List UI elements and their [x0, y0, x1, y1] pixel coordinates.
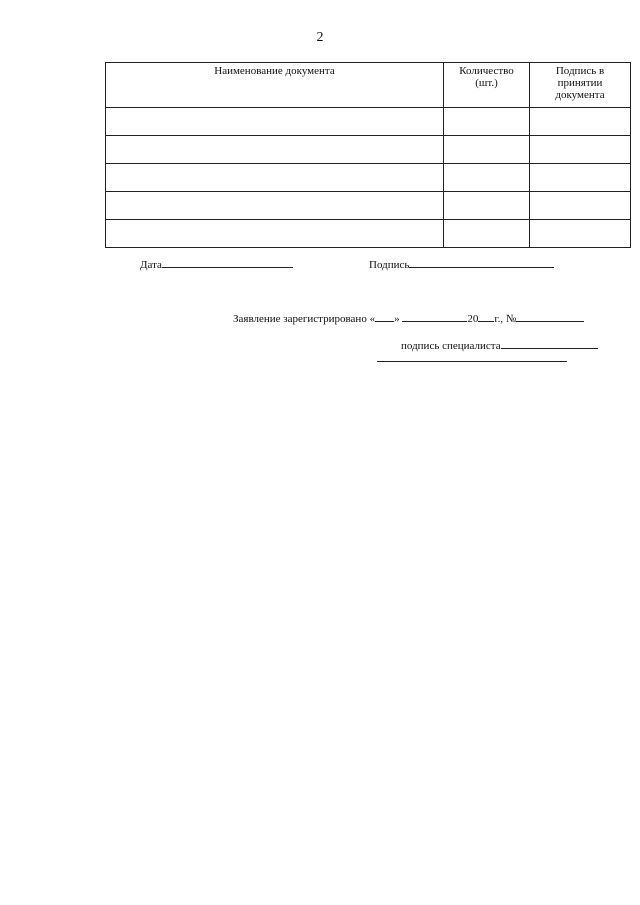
- header-quantity: Количество (шт.): [444, 63, 530, 108]
- registration-text: Заявление зарегистрировано «: [233, 313, 376, 325]
- registration-year-blank[interactable]: [478, 310, 494, 322]
- registration-year-prefix: 20: [467, 313, 479, 325]
- cell-signature[interactable]: [530, 192, 631, 220]
- specialist-label: подпись специалиста: [401, 340, 501, 352]
- cell-signature[interactable]: [530, 136, 631, 164]
- name-rule[interactable]: [377, 361, 567, 362]
- cell-quantity[interactable]: [444, 220, 530, 248]
- cell-signature[interactable]: [530, 164, 631, 192]
- cell-quantity[interactable]: [444, 164, 530, 192]
- registration-quote-close: »: [394, 313, 400, 325]
- cell-document-name[interactable]: [106, 136, 444, 164]
- header-document-name: Наименование документа: [106, 63, 444, 108]
- signature-line: [369, 256, 554, 271]
- cell-document-name[interactable]: [106, 164, 444, 192]
- registration-year-suffix: г., №: [494, 313, 517, 325]
- table-row: [106, 108, 631, 136]
- table-row: [106, 220, 631, 248]
- cell-quantity[interactable]: [444, 108, 530, 136]
- registration-number-blank[interactable]: [516, 310, 584, 322]
- documents-table: [105, 62, 631, 248]
- cell-document-name[interactable]: [106, 108, 444, 136]
- header-signature: Подпись в принятии документа: [530, 63, 631, 108]
- specialist-blank[interactable]: [501, 337, 598, 349]
- date-blank[interactable]: [162, 256, 293, 268]
- cell-signature[interactable]: [530, 108, 631, 136]
- table-row: [106, 136, 631, 164]
- cell-document-name[interactable]: [106, 192, 444, 220]
- table-row: [106, 164, 631, 192]
- specialist-line: [401, 337, 598, 352]
- table-header-row: [106, 63, 631, 108]
- cell-quantity[interactable]: [444, 136, 530, 164]
- table-row: [106, 192, 631, 220]
- signature-label: Подпись: [369, 259, 410, 271]
- date-label: Дата: [140, 259, 162, 271]
- cell-quantity[interactable]: [444, 192, 530, 220]
- registration-line: [233, 310, 584, 325]
- registration-day-blank[interactable]: [375, 310, 394, 322]
- registration-month-blank[interactable]: [402, 310, 467, 322]
- cell-signature[interactable]: [530, 220, 631, 248]
- page-number: 2: [316, 30, 324, 45]
- signature-blank[interactable]: [409, 256, 554, 268]
- cell-document-name[interactable]: [106, 220, 444, 248]
- date-line: [140, 256, 293, 271]
